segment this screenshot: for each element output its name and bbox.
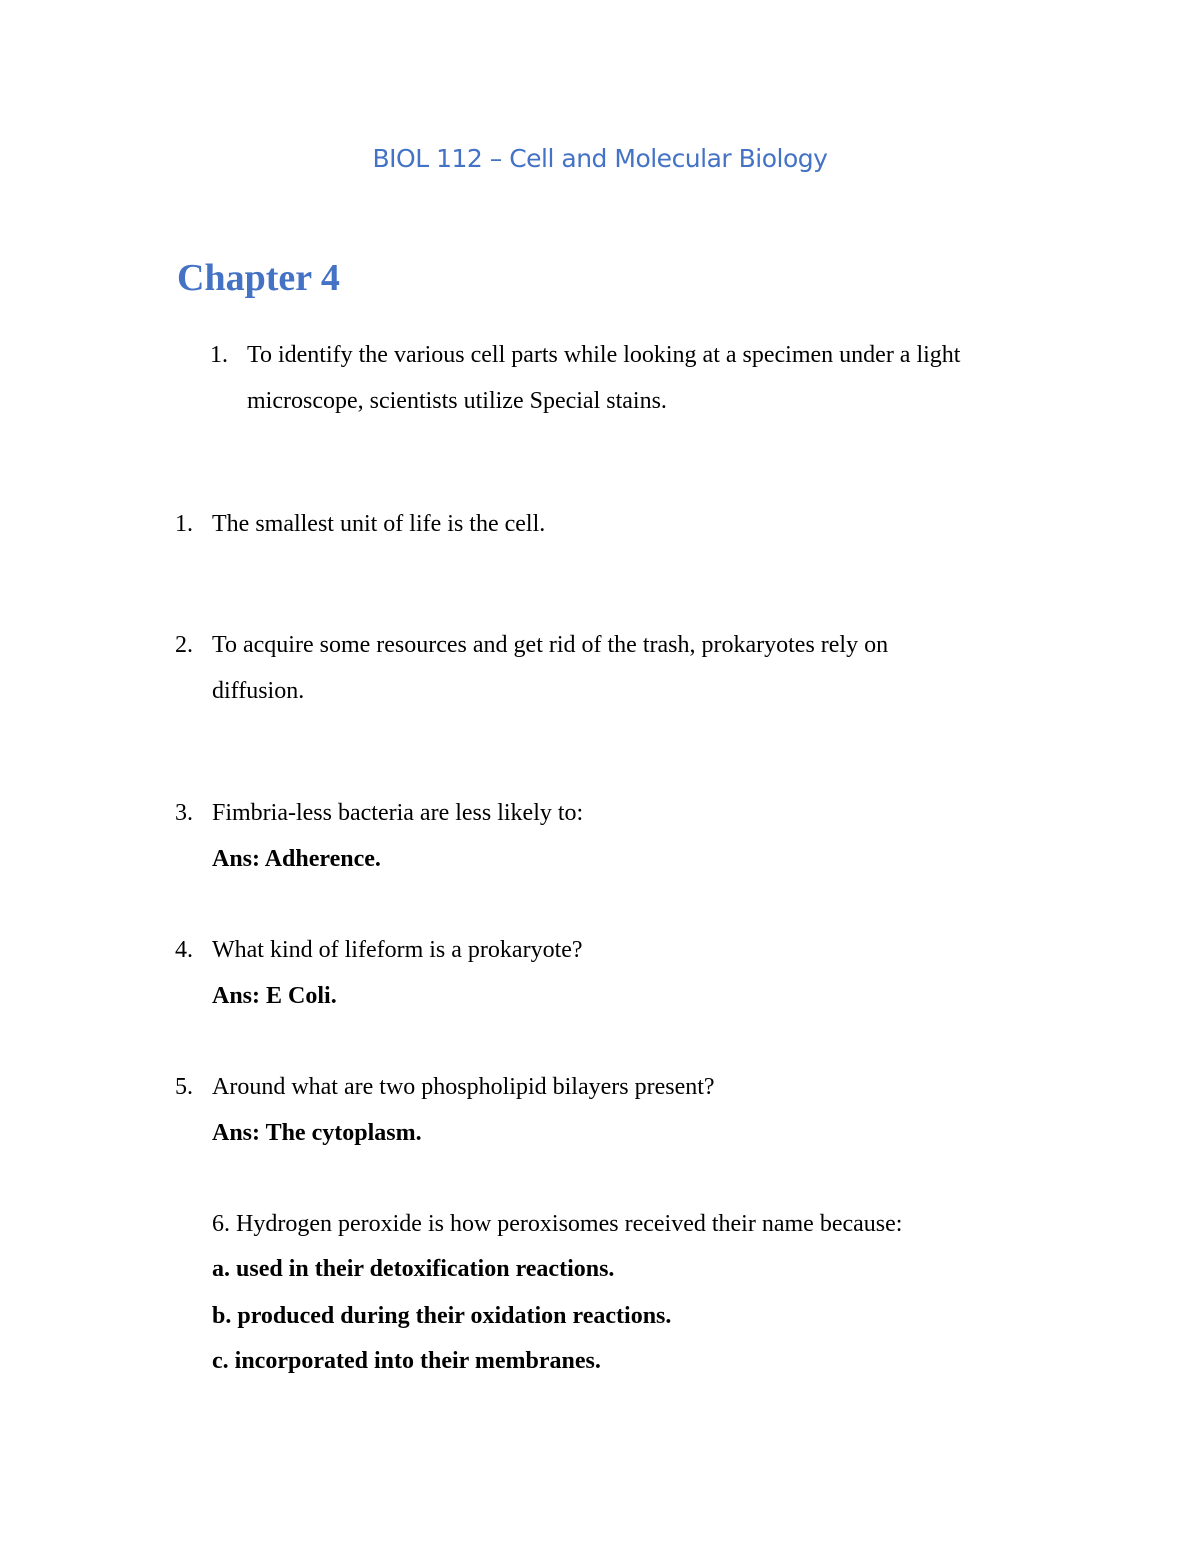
item-number: 4. (175, 937, 193, 963)
chapter-heading: Chapter 4 (177, 257, 340, 299)
item-number: 2. (175, 632, 193, 658)
item-text: What kind of lifeform is a prokaryote? (212, 937, 583, 963)
item-answer: Ans: Adherence. (212, 846, 381, 872)
item-answer: Ans: The cytoplasm. (212, 1120, 422, 1146)
item-answer: Ans: E Coli. (212, 983, 337, 1009)
item-number: 1. (175, 511, 193, 537)
course-title: BIOL 112 – Cell and Molecular Biology (372, 144, 828, 173)
item-text: Fimbria-less bacteria are less likely to: (212, 800, 584, 826)
item-number: 5. (175, 1074, 193, 1100)
item-text: diffusion. (212, 678, 305, 704)
option-a: a. used in their detoxification reactions. (212, 1256, 615, 1282)
item-text: Around what are two phospholipid bilayers present? (212, 1074, 715, 1100)
item-text: microscope, scientists utilize Special stains. (247, 388, 667, 414)
item-number: 3. (175, 800, 193, 826)
item-text: To acquire some resources and get rid of the trash, prokaryotes rely on (212, 632, 889, 658)
item-text: The smallest unit of life is the cell. (212, 511, 546, 537)
question-6: 6. Hydrogen peroxide is how peroxisomes received their name because: (212, 1211, 903, 1237)
item-text: To identify the various cell parts while looking at a specimen under a light (247, 342, 961, 368)
item-number: 1. (210, 342, 228, 368)
option-c: c. incorporated into their membranes. (212, 1348, 601, 1374)
option-b: b. produced during their oxidation reactions. (212, 1303, 672, 1329)
